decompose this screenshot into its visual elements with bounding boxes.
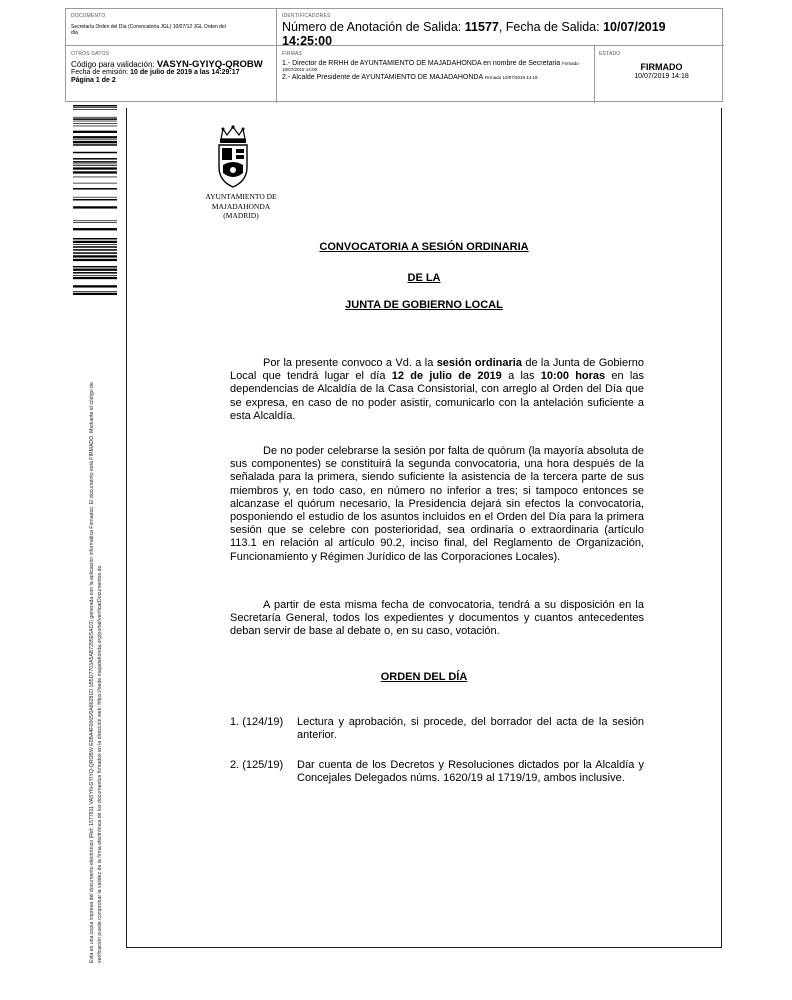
- title-convocatoria: CONVOCATORIA A SESIÓN ORDINARIA: [319, 241, 529, 253]
- p1-text-g: en las dependencias de Alcaldía de la Casa Consistorial, con arreglo al Orden del Día que se expresa, en caso de no poder asistir, comunicarlo con la antelación suficiente a esta Alcaldía.: [230, 370, 644, 422]
- documento-label: DOCUMENTO: [71, 13, 106, 19]
- signature-header-table: [65, 8, 723, 102]
- registry-entry: [282, 20, 724, 46]
- paragraph-convocatoria: [230, 357, 644, 423]
- agenda-item: [230, 759, 644, 785]
- firma-1-text: 1.- Director de RRHH de AYUNTAMIENTO DE MAJADAHONDA en nombre de Secretaria: [282, 60, 561, 67]
- firma-2-text: 2.- Alcalde Presidente de AYUNTAMIENTO DE MAJADAHONDA: [282, 74, 483, 81]
- agenda-item-text: Lectura y aprobación, si procede, del borrador del acta de la sesión anterior.: [297, 716, 644, 742]
- agenda-item-text: Dar cuenta de los Decretos y Resoluciones dictados por la Alcaldía y Concejales Delegados núms. 1620/19 al 1719/19, ambos inclusive.: [297, 759, 644, 785]
- emision-prefix: Fecha de emisión:: [71, 69, 131, 76]
- reg-time: 14:25:00: [282, 34, 333, 46]
- p1-session-date: 12 de julio de 2019: [391, 370, 502, 383]
- firma-2-tag: Firmado 10/07/2019 14:18: [484, 75, 538, 80]
- identificadores-cell: [277, 9, 724, 46]
- agenda-item-number: 1. (124/19): [230, 716, 284, 728]
- p1-text-a: Por la presente convoco a Vd. a la: [263, 357, 437, 369]
- estado-label: ESTADO: [599, 51, 621, 57]
- letterhead-line-3: (MADRID): [223, 211, 259, 220]
- otros-label: OTROS DATOS: [71, 51, 110, 57]
- estado-date: 10/07/2019 14:18: [634, 73, 689, 80]
- emision-row: [71, 69, 276, 77]
- firma-1-date: 10/07/2019 14:09: [282, 67, 318, 72]
- p1-session-type: sesión ordinaria: [436, 357, 522, 369]
- p1-text-c: de la Junta de Gobierno Local que tendrá lugar el día: [230, 357, 644, 383]
- barcode-icon: [73, 105, 117, 297]
- p3-text: A partir de esta misma fecha de convocatoria, tendrá a su disposición en la Secretaría General, todos los expedientes y documentos y cuantos antecedentes deban servir de base al debate o, en su caso, votación.: [230, 599, 644, 638]
- codigo-value: VASYN-GYIYQ-QROBW: [156, 59, 263, 70]
- document-page: [126, 108, 722, 948]
- emision-value: 10 de julio de 2019 a las 14:29:17: [130, 69, 240, 76]
- firmas-label: FIRMAS: [282, 51, 303, 57]
- firma-1: [282, 60, 594, 67]
- letterhead-line-2: MAJADAHONDA: [211, 201, 271, 211]
- paragraph-disposicion: [230, 599, 644, 639]
- p1-text-e: a las: [501, 370, 541, 383]
- agenda-item: [230, 716, 644, 742]
- verification-margin-text: [88, 382, 104, 963]
- reg-mid: , Fecha de Salida:: [498, 20, 604, 34]
- firma-2: [282, 74, 594, 81]
- letterhead-line-1: AYUNTAMIENTO DE: [205, 192, 277, 201]
- identificadores-label: IDENTIFICADORES: [282, 13, 331, 19]
- letterhead-text: [185, 192, 297, 221]
- paragraph-quorum: [230, 445, 644, 564]
- estado-cell: [595, 46, 724, 103]
- codigo-prefix: Código para validación:: [71, 60, 157, 69]
- reg-number: 11577: [464, 20, 499, 34]
- firma-1-tag: Firmado: [562, 61, 579, 66]
- estado-value: FIRMADO: [640, 62, 683, 72]
- margin-line-1: Esta es una copia impresa del documento electrónico (Ref: 1577811 VASYN-GYIYQ-QROBW E0BA4F0665/0A86281D 1B5D7703A5AB7295E5AC0) generada con la aplicación informática Firmadoc. El documento está FIRMADO. Mediante el código de: [89, 382, 95, 963]
- validation-code: [71, 60, 276, 69]
- documento-text: Secretaría Orden del Día (Convocatoria JGL) 10/07/12 JGL Orden del día: [71, 24, 226, 36]
- agenda-item-number: 2. (125/19): [230, 759, 284, 771]
- reg-date: 10/07/2019: [603, 20, 666, 34]
- p1-session-time: 10:00 horas: [540, 370, 606, 383]
- documento-cell: [66, 9, 277, 46]
- title-junta: JUNTA DE GOBIERNO LOCAL: [345, 299, 503, 311]
- title-de-la: DE LA: [407, 272, 441, 284]
- p2-text: De no poder celebrarse la sesión por falta de quórum (la mayoría absoluta de sus componentes) se constituirá la segunda convocatoria, una hora después de la señalada para la primera, siendo suficiente la asistencia de la tercera parte de sus miembros y, en todo caso, en número no inferior a tres; si tampoco entonces se alcanzase el quórum necesario, la Presidencia dejará sin efectos la convocatoria, posponiendo el estudio de los asuntos incluidos en el Orden del Día para la primera sesión que se celebre con posterioridad, sea ordinaria o extraordinaria (artículo 113.1 en relación al artículo 90.2, inciso final, del Reglamento de Organización, Funcionamiento y Régimen Jurídico de las Corporaciones Locales).: [230, 445, 644, 563]
- margin-line-2: verificación puede comprobar la validez de la firma electrónica de los documentos firmados en la dirección web: https://sede.majadahonda.org/portal/verificarDocumentos.do: [97, 565, 103, 963]
- firmas-cell: [277, 46, 595, 103]
- otros-datos-cell: [66, 46, 277, 103]
- reg-prefix: Número de Anotación de Salida:: [282, 20, 465, 34]
- page-count: Página 1 de 2: [71, 77, 116, 84]
- orden-del-dia-title: ORDEN DEL DÍA: [380, 671, 468, 683]
- coat-of-arms-icon: [215, 125, 251, 189]
